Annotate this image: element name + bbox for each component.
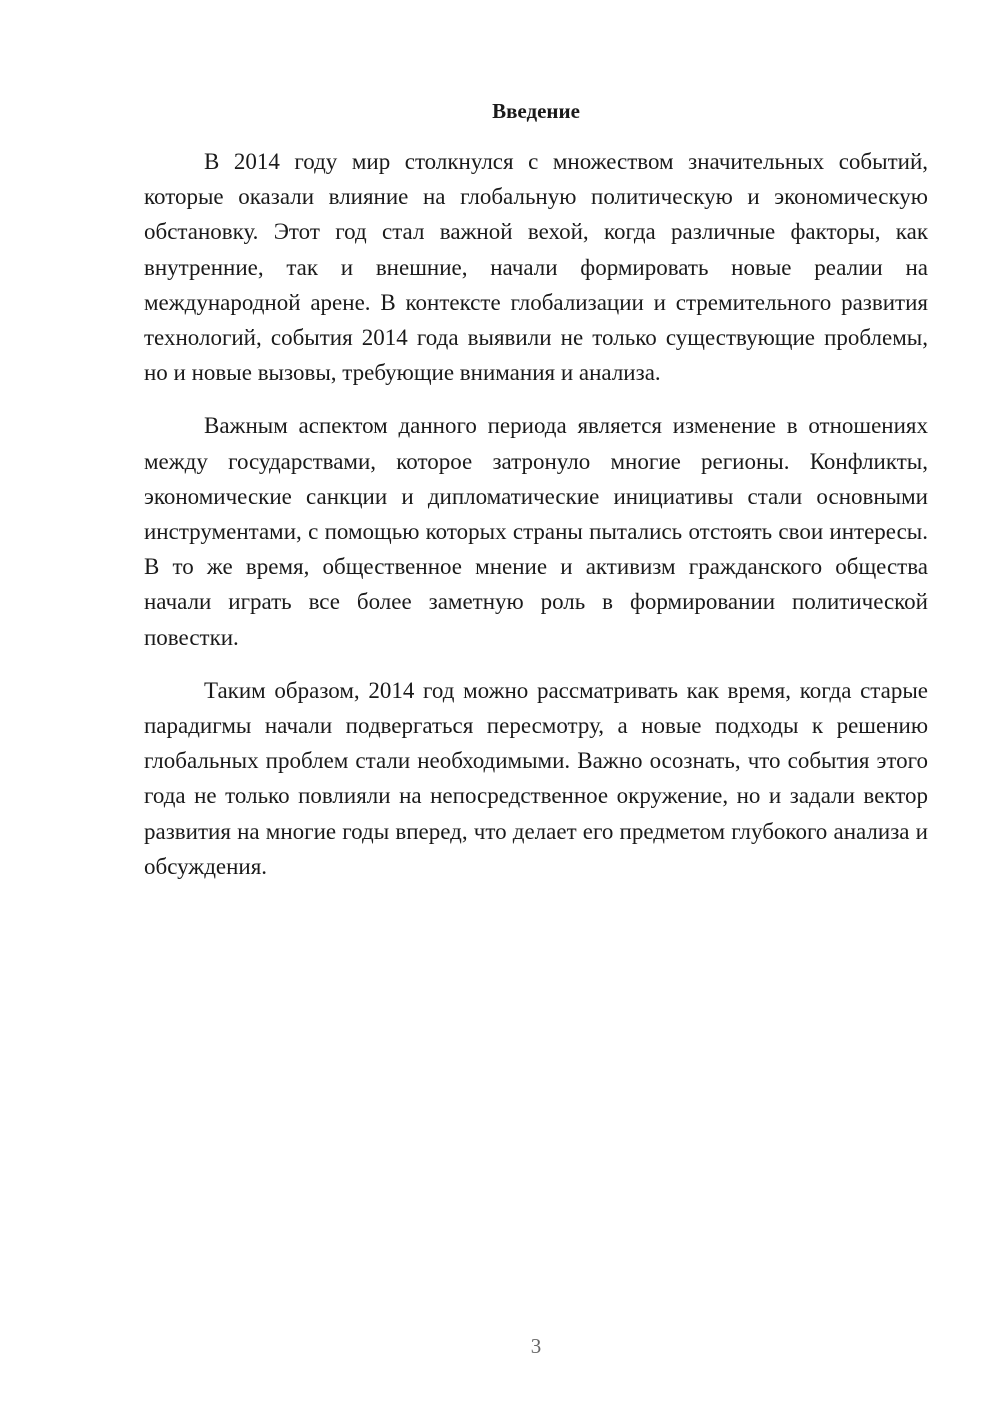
page-number: 3 (530, 1334, 542, 1358)
paragraph-1: В 2014 году мир столкнулся с множеством значительных событий, которые оказали влияние на глобальную политическую и экономическую обстановку. Этот год стал важной вехой, когда различные факторы, как внутренние, так и внешние, начали формировать новые реалии на международной арене. В контексте глобализации и стремительного развития технологий, события 2014 года выявили не только существующие проблемы, но и новые вызовы, требующие внимания и анализа. (144, 149, 928, 386)
page-title: Введение (492, 99, 580, 123)
paragraph-2: Важным аспектом данного периода является изменение в отношениях между государствами, которое затронуло многие регионы. Конфликты, экономические санкции и дипломатические инициативы стали основными инструментами, с помощью которых страны пытались отстоять свои интересы. В то же время, общественное мнение и активизм гражданского общества начали играть все более заметную роль в формировании политической повестки. (144, 413, 928, 650)
body-text (144, 144, 928, 902)
paragraph-3: Таким образом, 2014 год можно рассматривать как время, когда старые парадигмы начали подвергаться пересмотру, а новые подходы к решению глобальных проблем стали необходимыми. Важно осознать, что события этого года не только повлияли на непосредственное окружение, но и задали вектор развития на многие годы вперед, что делает его предметом глубокого анализа и обсуждения. (144, 677, 928, 879)
